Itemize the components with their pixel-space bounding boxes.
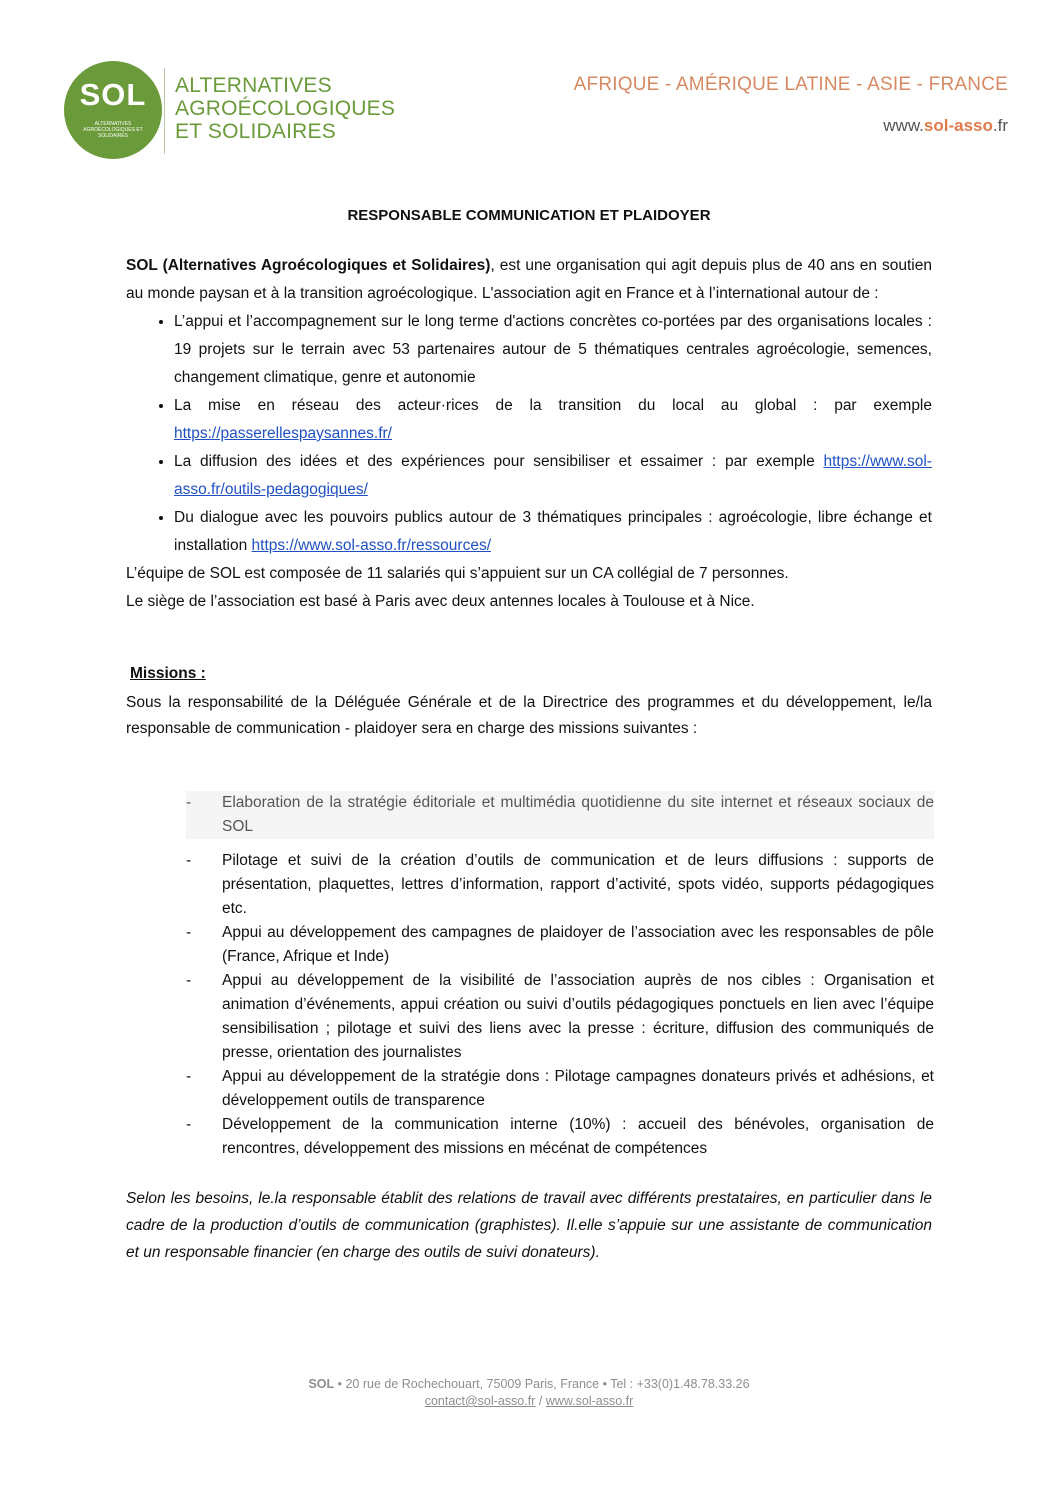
regions-tagline: AFRIQUE - AMÉRIQUE LATINE - ASIE - FRANCE	[573, 74, 1008, 95]
logo-divider	[164, 68, 165, 154]
dash-marker: -	[186, 794, 192, 811]
bullet-text: Du dialogue avec les pouvoirs publics autour de 3 thématiques principales : agroécologie, libre échange et installation	[174, 509, 932, 554]
sol-logo	[64, 61, 162, 159]
task-text: Elaboration de la stratégie éditoriale et multimédia quotidienne du site internet et réseaux sociaux de SOL	[222, 794, 934, 835]
website-prefix: www.	[883, 116, 924, 135]
dash-marker: -	[186, 972, 192, 989]
intro-section	[126, 252, 932, 616]
intro-text: , est une organisation qui agit depuis plus de 40 ans en soutien au monde paysan et à la transition agroécologique. L'association agit en France et à l’international autour de :	[126, 257, 932, 302]
logo-small-text: ALTERNATIVES AGROÉCOLOGIQUES ET SOLIDAIRES	[83, 121, 143, 139]
dash-marker: -	[186, 1116, 192, 1133]
list-item	[186, 791, 934, 839]
list-item	[186, 969, 934, 1065]
closing-paragraph: Selon les besoins, le.la responsable établit des relations de travail avec différents prestataires, en particulier dans le cadre de la production d’outils de communication (graphistes). Il.elle s’appuie sur une assistante de communication et un responsable financier (en charge des outils de suivi donateurs).	[126, 1190, 932, 1261]
activities-list	[126, 308, 932, 560]
task-text: Pilotage et suivi de la création d’outils de communication et de leurs diffusions : supports de présentation, plaquettes, lettres d’information, rapport d’activité, spots vidéo, supports pédagogiques etc.	[222, 852, 934, 917]
footer-address-line	[0, 1376, 1058, 1393]
team-line: L’équipe de SOL est composée de 11 salariés qui s’appuient sur un CA collégial de 7 personnes.	[126, 565, 789, 582]
footer	[0, 1376, 1058, 1410]
siege-line: Le siège de l’association est basé à Paris avec deux antennes locales à Toulouse et à Nice.	[126, 593, 755, 610]
passerelles-link[interactable]: https://passerellespaysannes.fr/	[174, 425, 392, 442]
website-suffix: .fr	[992, 116, 1008, 135]
bullet-text: La mise en réseau des acteur·rices de la transition du local au global : par exemple	[174, 397, 932, 414]
dash-marker: -	[186, 852, 192, 869]
footer-org: SOL	[308, 1377, 335, 1391]
missions-heading: Missions :	[130, 665, 206, 682]
bullet-text: L’appui et l’accompagnement sur le long terme d'actions concrètes co-portées par des organisations locales : 19 projets sur le terrain avec 53 partenaires autour de 5 thématiques centrales agroécologie, semences, changement climatique, genre et autonomie	[174, 313, 932, 386]
footer-separator: /	[535, 1394, 546, 1408]
website-bold: sol-asso	[923, 116, 993, 135]
list-item	[186, 1065, 934, 1113]
list-item	[186, 1113, 934, 1161]
logo-word: SOL	[79, 77, 147, 112]
page-title: RESPONSABLE COMMUNICATION ET PLAIDOYER	[347, 207, 711, 224]
list-item	[174, 504, 932, 560]
brand-line-1: ALTERNATIVES	[175, 74, 332, 97]
org-name: SOL (Alternatives Agroécologiques et Solidaires)	[126, 257, 491, 274]
bullet-text: La diffusion des idées et des expériences pour sensibiliser et essaimer : par exemple	[174, 453, 824, 470]
intro-paragraph	[126, 252, 932, 308]
brand-name	[175, 74, 395, 143]
dash-marker: -	[186, 924, 192, 941]
list-item	[174, 392, 932, 448]
dash-marker: -	[186, 1068, 192, 1085]
list-item	[174, 308, 932, 392]
list-item	[174, 448, 932, 504]
list-item	[186, 921, 934, 969]
list-item	[186, 849, 934, 921]
outils-pedagogiques-link[interactable]: https://www.sol-asso.fr/outils-pedagogiques/	[174, 453, 932, 498]
footer-email-link[interactable]: contact@sol-asso.fr	[424, 1394, 536, 1408]
task-text: Appui au développement de la visibilité de l’association auprès de nos cibles : Organisation et animation d’événements, appui création ou suivi d’outils pédagogiques ponctuels en lien avec l’équipe sensibilisation ; pilotage et suivi des liens avec la presse : écriture, diffusion des communiqués de presse, orientation des journalistes	[222, 972, 934, 1061]
footer-address: • 20 rue de Rochechouart, 75009 Paris, France • Tel : +33(0)1.48.78.33.26	[334, 1377, 750, 1391]
task-text: Appui au développement de la stratégie dons : Pilotage campagnes donateurs privés et adhésions, et développement outils de transparence	[222, 1068, 934, 1109]
brand-line-3: ET SOLIDAIRES	[175, 120, 336, 143]
footer-web-link[interactable]: www.sol-asso.fr	[545, 1394, 634, 1408]
footer-links-line	[0, 1393, 1058, 1410]
task-text: Développement de la communication interne (10%) : accueil des bénévoles, organisation de rencontres, développement des missions en mécénat de compétences	[222, 1116, 934, 1157]
brand-line-2: AGROÉCOLOGIQUES	[175, 97, 396, 120]
header-website[interactable]	[883, 116, 1008, 136]
ressources-link[interactable]: https://www.sol-asso.fr/ressources/	[251, 537, 492, 554]
missions-list	[186, 791, 934, 1161]
task-text: Appui au développement des campagnes de plaidoyer de l’association avec les responsables de pôle (France, Afrique et Inde)	[222, 924, 934, 965]
missions-intro: Sous la responsabilité de la Déléguée Générale et de la Directrice des programmes et du développement, le/la responsable de communication - plaidoyer sera en charge des missions suivantes :	[126, 694, 932, 737]
